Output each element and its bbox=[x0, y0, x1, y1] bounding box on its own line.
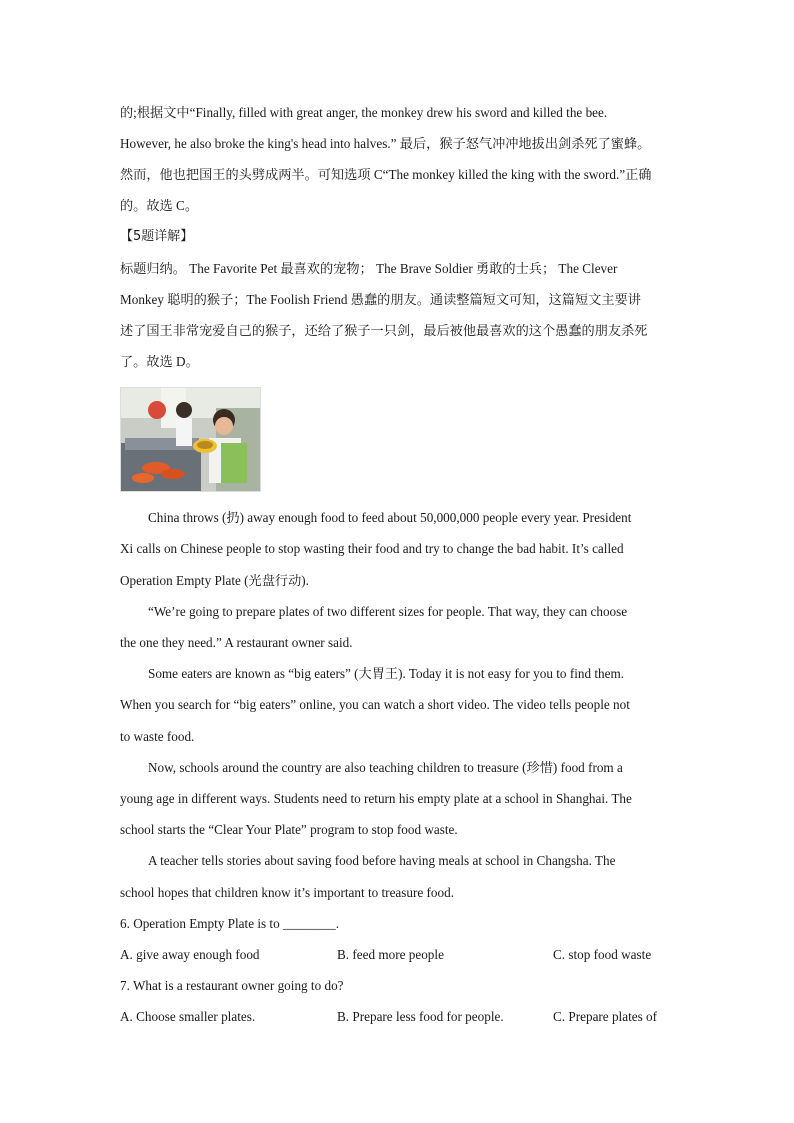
q5-line: 标题归纳。 The Favorite Pet 最喜欢的宠物； The Brave Soldier 勇敢的士兵； The Clever bbox=[120, 261, 618, 276]
analysis-line: 的。故选 C。 bbox=[120, 198, 199, 213]
passage-line: school starts the “Clear Your Plate” program to stop food waste. bbox=[120, 822, 458, 837]
question-7-option-c: C. Prepare plates of bbox=[553, 1009, 657, 1024]
passage-line: China throws (扔) away enough food to feed about 50,000,000 people every year. President bbox=[148, 510, 632, 525]
passage-line: the one they need.” A restaurant owner said. bbox=[120, 635, 353, 650]
q5-line: 述了国王非常宠爱自己的猴子，还给了猴子一只剑，最后被他最喜欢的这个愚蠢的朋友杀死 bbox=[120, 323, 648, 338]
question-6-option-c: C. stop food waste bbox=[553, 947, 652, 962]
passage-line: Xi calls on Chinese people to stop wasting their food and try to change the bad habit. It’s called bbox=[120, 541, 624, 556]
students-with-plates-image bbox=[121, 388, 260, 491]
passage-photo bbox=[120, 387, 261, 492]
passage-line: Operation Empty Plate (光盘行动). bbox=[120, 573, 309, 588]
question-6-option-a: A. give away enough food bbox=[120, 947, 260, 962]
q5-line: 了。故选 D。 bbox=[120, 354, 199, 369]
analysis-line: 然而，他也把国王的头劈成两半。可知选项 C“The monkey killed the king with the sword.”正确 bbox=[120, 167, 652, 182]
passage-line: Some eaters are known as “big eaters” (大胃王). Today it is not easy for you to find them. bbox=[148, 666, 625, 681]
analysis-line: However, he also broke the king's head into halves.” 最后，猴子怒气冲冲地拔出剑杀死了蜜蜂。 bbox=[120, 136, 651, 151]
q5-heading: 【5题详解】 bbox=[120, 229, 194, 244]
passage-line: When you search for “big eaters” online, you can watch a short video. The video tells people not bbox=[120, 697, 630, 712]
passage-line: “We’re going to prepare plates of two different sizes for people. That way, they can choose bbox=[148, 604, 628, 619]
question-7-option-a: A. Choose smaller plates. bbox=[120, 1009, 256, 1024]
passage-line: to waste food. bbox=[120, 729, 195, 744]
q5-line: Monkey 聪明的猴子；The Foolish Friend 愚蠢的朋友。通读整篇短文可知，这篇短文主要讲 bbox=[120, 292, 641, 307]
passage-line: school hopes that children know it’s important to treasure food. bbox=[120, 885, 455, 900]
passage-line: A teacher tells stories about saving food before having meals at school in Changsha. The bbox=[148, 853, 616, 868]
question-7-option-b: B. Prepare less food for people. bbox=[337, 1009, 504, 1024]
passage-line: Now, schools around the country are also teaching children to treasure (珍惜) food from a bbox=[148, 760, 623, 775]
question-6-option-b: B. feed more people bbox=[337, 947, 444, 962]
analysis-line: 的;根据文中“Finally, filled with great anger, the monkey drew his sword and killed the bee. bbox=[120, 105, 608, 120]
passage-line: young age in different ways. Students need to return his empty plate at a school in Shanghai. The bbox=[120, 791, 632, 806]
question-6-stem: 6. Operation Empty Plate is to ________. bbox=[120, 916, 340, 931]
question-7-stem: 7. What is a restaurant owner going to do? bbox=[120, 978, 344, 993]
